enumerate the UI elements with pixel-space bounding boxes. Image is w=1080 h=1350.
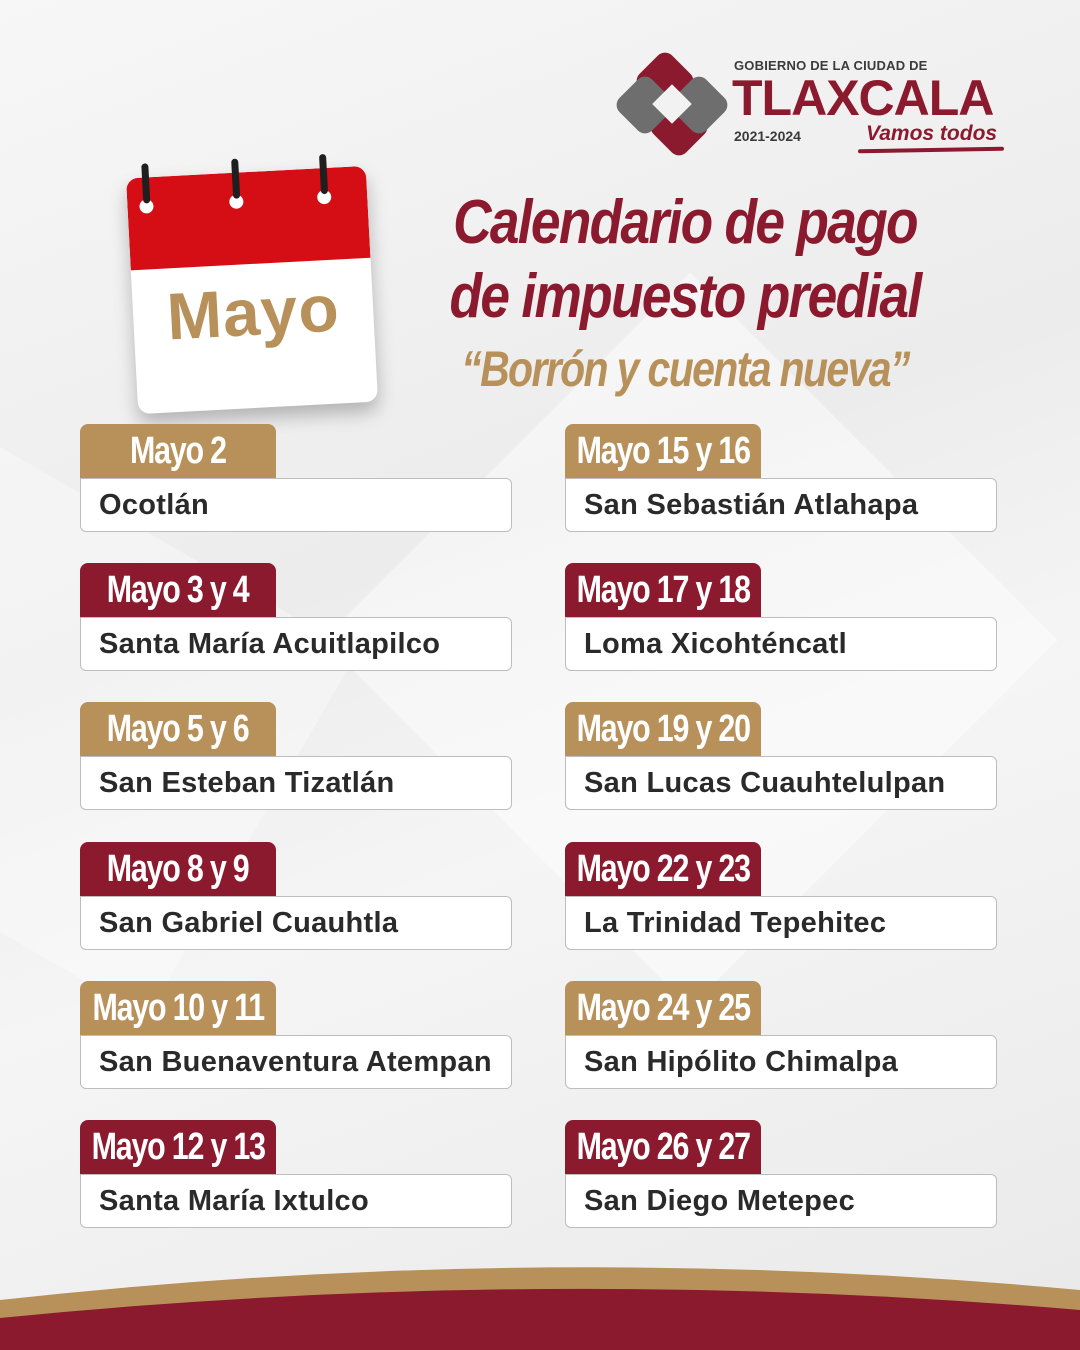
calendar-page [126,166,378,414]
calendar-ring [231,159,240,199]
place-box [80,756,512,810]
place-name: San Esteban Tizatlán [99,766,395,799]
tlaxcala-emblem-icon [616,52,728,156]
calendar-header [126,166,370,270]
date-label: Mayo 22 y 23 [576,847,750,890]
place-name: Santa María Acuitlapilco [99,627,441,660]
date-label: Mayo 2 [130,429,226,472]
schedule-entry [80,702,516,812]
logo-underline [858,147,1004,154]
place-box [565,1174,997,1228]
calendar-ring [141,163,150,203]
schedule-entry [80,981,516,1091]
place-name: San Sebastián Atlahapa [584,488,919,521]
date-label: Mayo 26 y 27 [576,1125,750,1168]
page-subtitle: “Borrón y cuenta nueva” [461,341,909,397]
calendar-icon [126,166,378,414]
schedule-entry [80,424,516,534]
schedule-entry [565,842,1001,952]
date-tab [565,563,761,617]
logo-years: 2021-2024 [734,128,801,144]
place-box [565,896,997,950]
place-box [565,1035,997,1089]
calendar-month: Mayo [164,270,342,354]
place-box [80,896,512,950]
date-label: Mayo 8 y 9 [107,847,249,890]
place-name: La Trinidad Tepehitec [584,906,887,939]
schedule-entry [80,1120,516,1230]
place-name: San Lucas Cuauhtelulpan [584,766,946,799]
place-name: San Buenaventura Atempan [99,1045,492,1078]
place-name: San Diego Metepec [584,1184,855,1217]
calendar-ring [319,154,328,194]
place-name: San Hipólito Chimalpa [584,1045,899,1078]
footer-wave [0,1240,1080,1350]
schedule-entry [565,702,1001,812]
date-label: Mayo 24 y 25 [576,986,750,1029]
schedule-entry [565,1120,1001,1230]
place-name: Loma Xicohténcatl [584,627,847,660]
date-tab [565,424,761,478]
date-label: Mayo 12 y 13 [91,1125,265,1168]
date-tab [80,424,276,478]
place-box [80,1174,512,1228]
place-box [565,617,997,671]
date-tab [565,1120,761,1174]
title-line-1: Calendario de pago [453,188,917,257]
date-tab [565,981,761,1035]
schedule-entry [565,424,1001,534]
place-box [565,478,997,532]
place-box [80,478,512,532]
place-box [80,1035,512,1089]
place-name: Santa María Ixtulco [99,1184,369,1217]
date-tab [565,702,761,756]
logo-city-name: TLAXCALA [732,70,994,126]
logo-slogan: Vamos todos [866,122,998,145]
place-name: Ocotlán [99,488,210,521]
schedule-entry [80,842,516,952]
date-tab [80,842,276,896]
date-tab [80,702,276,756]
place-name: San Gabriel Cuauhtla [99,906,399,939]
date-tab [80,1120,276,1174]
title-line-2: de impuesto predial [449,262,921,331]
schedule-entry [565,981,1001,1091]
logo-kicker: GOBIERNO DE LA CIUDAD DE [734,58,928,73]
schedule-entry [565,563,1001,673]
date-tab [80,981,276,1035]
date-label: Mayo 19 y 20 [576,707,750,750]
place-box [80,617,512,671]
schedule-entry [80,563,516,673]
date-label: Mayo 3 y 4 [107,568,249,611]
date-tab [80,563,276,617]
date-label: Mayo 10 y 11 [92,986,264,1029]
government-logo [616,52,1016,162]
date-tab [565,842,761,896]
place-box [565,756,997,810]
page-title [427,186,943,334]
date-label: Mayo 17 y 18 [576,568,750,611]
date-label: Mayo 5 y 6 [107,707,249,750]
date-label: Mayo 15 y 16 [576,429,750,472]
